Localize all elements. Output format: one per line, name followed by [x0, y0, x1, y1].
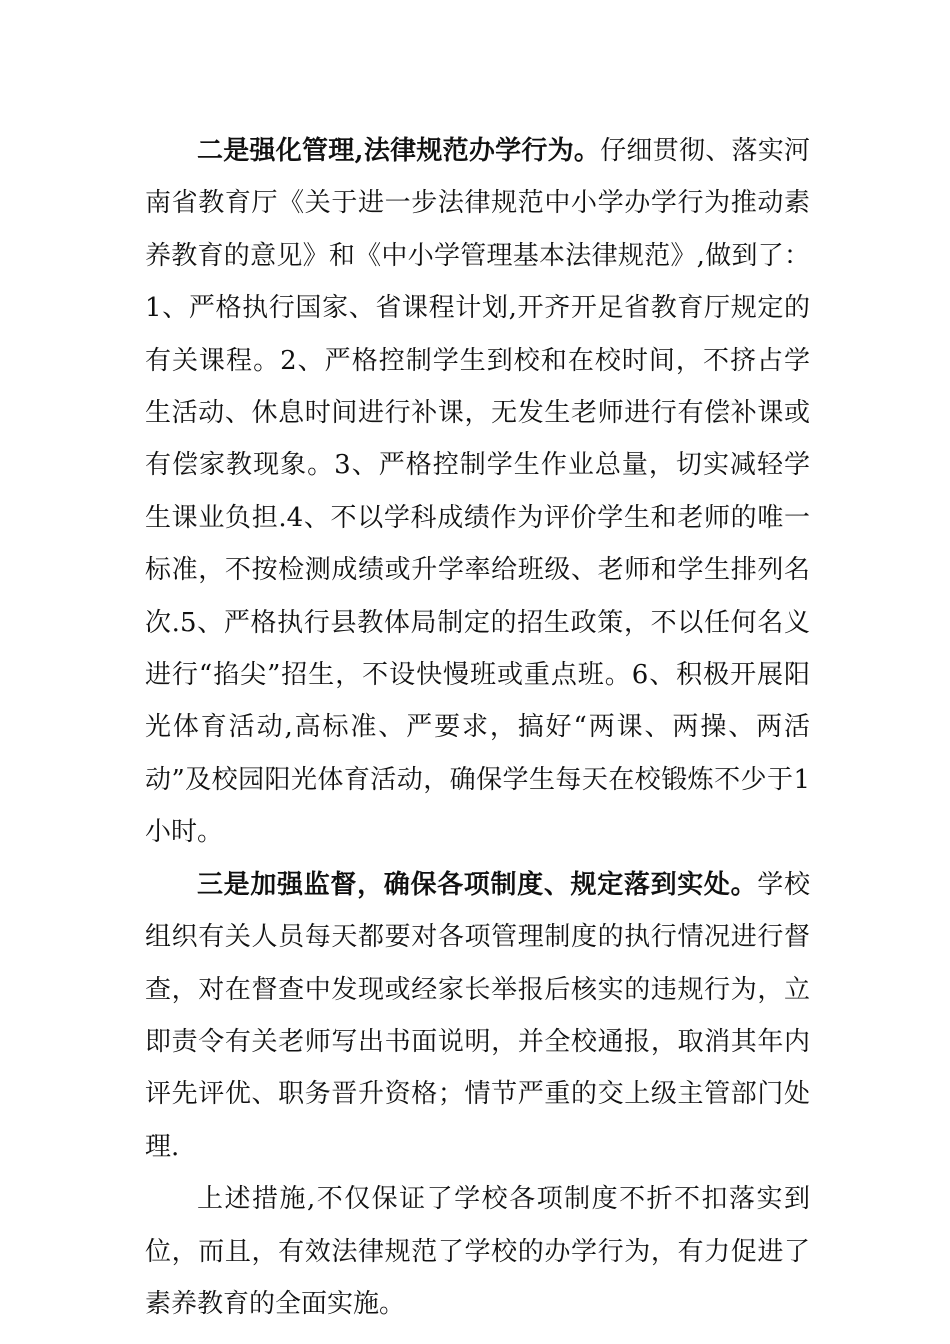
paragraph-body: 上述措施,不仅保证了学校各项制度不折不扣落实到位，而且，有效法律规范了学校的办学行为，有力促进了素养教育的全面实施。 [145, 1184, 810, 1319]
paragraph-body: 仔细贯彻、落实河南省教育厅《关于进一步法律规范中小学办学行为推动素养教育的意见》和《中小学管理基本法律规范》,做到了：1、严格执行国家、省课程计划,开齐开足省教育厅规定的有关课程。2、严格控制学生到校和在校时间，不挤占学生活动、休息时间进行补课，无发生老师进行有偿补课或有偿家教现象。3、严格控制学生作业总量，切实减轻学生课业负担.4、不以学科成绩作为评价学生和老师的唯一标准，不按检测成绩或升学率给班级、老师和学生排列名次.5、严格执行县教体局制定的招生政策，不以任何名义进行“掐尖”招生，不设快慢班或重点班。6、积极开展阳光体育活动,高标准、严要求，搞好“两课、两操、两活动”及校园阳光体育活动，确保学生每天在校锻炼不少于1小时。 [145, 136, 810, 848]
paragraph-conclusion [145, 1173, 810, 1330]
paragraph-strengthen-management [145, 125, 810, 859]
paragraph-lead: 三是加强监督，确保各项制度、规定落到实处。 [197, 869, 758, 900]
paragraph-strengthen-supervision [145, 859, 810, 1173]
paragraph-body: 学校组织有关人员每天都要对各项管理制度的执行情况进行督查，对在督查中发现或经家长举报后核实的违规行为，立即责令有关老师写出书面说明，并全校通报，取消其年内评先评优、职务晋升资格；情节严重的交上级主管部门处理. [145, 869, 810, 1162]
paragraph-lead: 二是强化管理,法律规范办学行为。 [197, 136, 601, 166]
document-page [145, 125, 810, 1330]
